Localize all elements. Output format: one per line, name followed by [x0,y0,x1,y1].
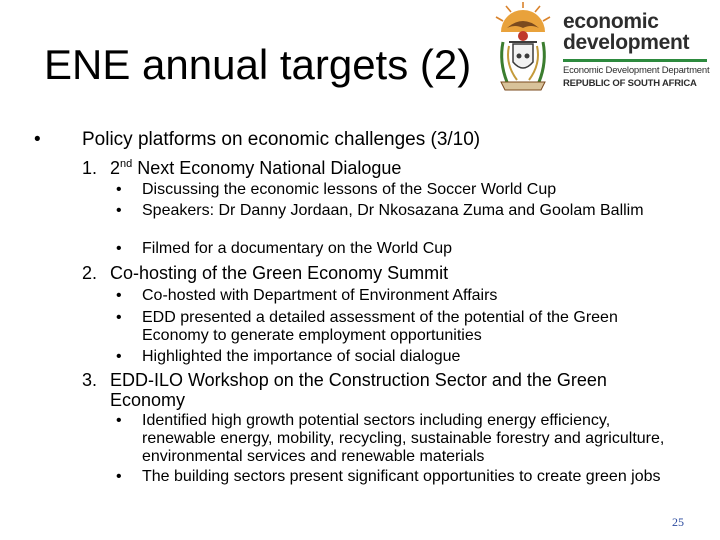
bullet-marker: • [116,287,122,304]
bullet-marker: • [116,240,122,257]
bullet-marker: • [116,202,122,219]
item-1-number: 1. [82,158,98,178]
main-bullet-marker: • [34,129,41,150]
logo-wordmark [563,10,710,89]
item-3-bullet-1: Identified high growth potential sectors including energy efficiency, renewable energy, mobility, recycling, sustainable forestry and agriculture, environmental services and renewable materials [142,412,665,465]
item-3-heading: EDD-ILO Workshop on the Construction Sector and the Green Economy [110,370,607,410]
item-2-bullet-1: Co-hosted with Department of Environment Affairs [142,287,498,304]
item-2-bullet-3: Highlighted the importance of social dialogue [142,348,461,365]
page-number: 25 [672,515,684,529]
bullet-marker: • [116,468,122,485]
item-1-bullet-2: Speakers: Dr Danny Jordaan, Dr Nkosazana Zuma and Goolam Ballim [142,202,644,219]
item-1-bullet-3: Filmed for a documentary on the World Cup [142,240,453,257]
bullet-marker: • [116,309,122,326]
item-2-heading: Co-hosting of the Green Economy Summit [110,263,449,283]
bullet-marker: • [116,412,122,429]
item-3-number: 3. [82,370,98,390]
item-1-heading-post: Next Economy National Dialogue [132,158,402,178]
logo-divider [563,59,707,62]
coat-of-arms-icon [493,2,553,94]
item-1-heading-pre: 2 [110,158,121,178]
item-2-number: 2. [82,263,98,283]
logo-word-economic: economic [563,10,659,33]
item-1-heading [110,158,401,178]
item-2-bullet-2: EDD presented a detailed assessment of the potential of the Green Economy to generate employment opportunities [142,309,618,344]
logo-country: REPUBLIC OF SOUTH AFRICA [563,78,697,89]
edd-logo [493,2,718,98]
bullet-marker: • [116,348,122,365]
item-1-bullet-1: Discussing the economic lessons of the Soccer World Cup [142,181,557,198]
slide-title: ENE annual targets (2) [44,41,472,88]
logo-department: Economic Development Department [563,65,710,76]
main-bullet-text: Policy platforms on economic challenges (3/10) [82,129,481,150]
logo-word-development: development [563,31,690,54]
item-3-bullet-2: The building sectors present significant opportunities to create green jobs [142,468,661,485]
item-1-heading-sup: nd [120,158,133,170]
bullet-marker: • [116,181,122,198]
